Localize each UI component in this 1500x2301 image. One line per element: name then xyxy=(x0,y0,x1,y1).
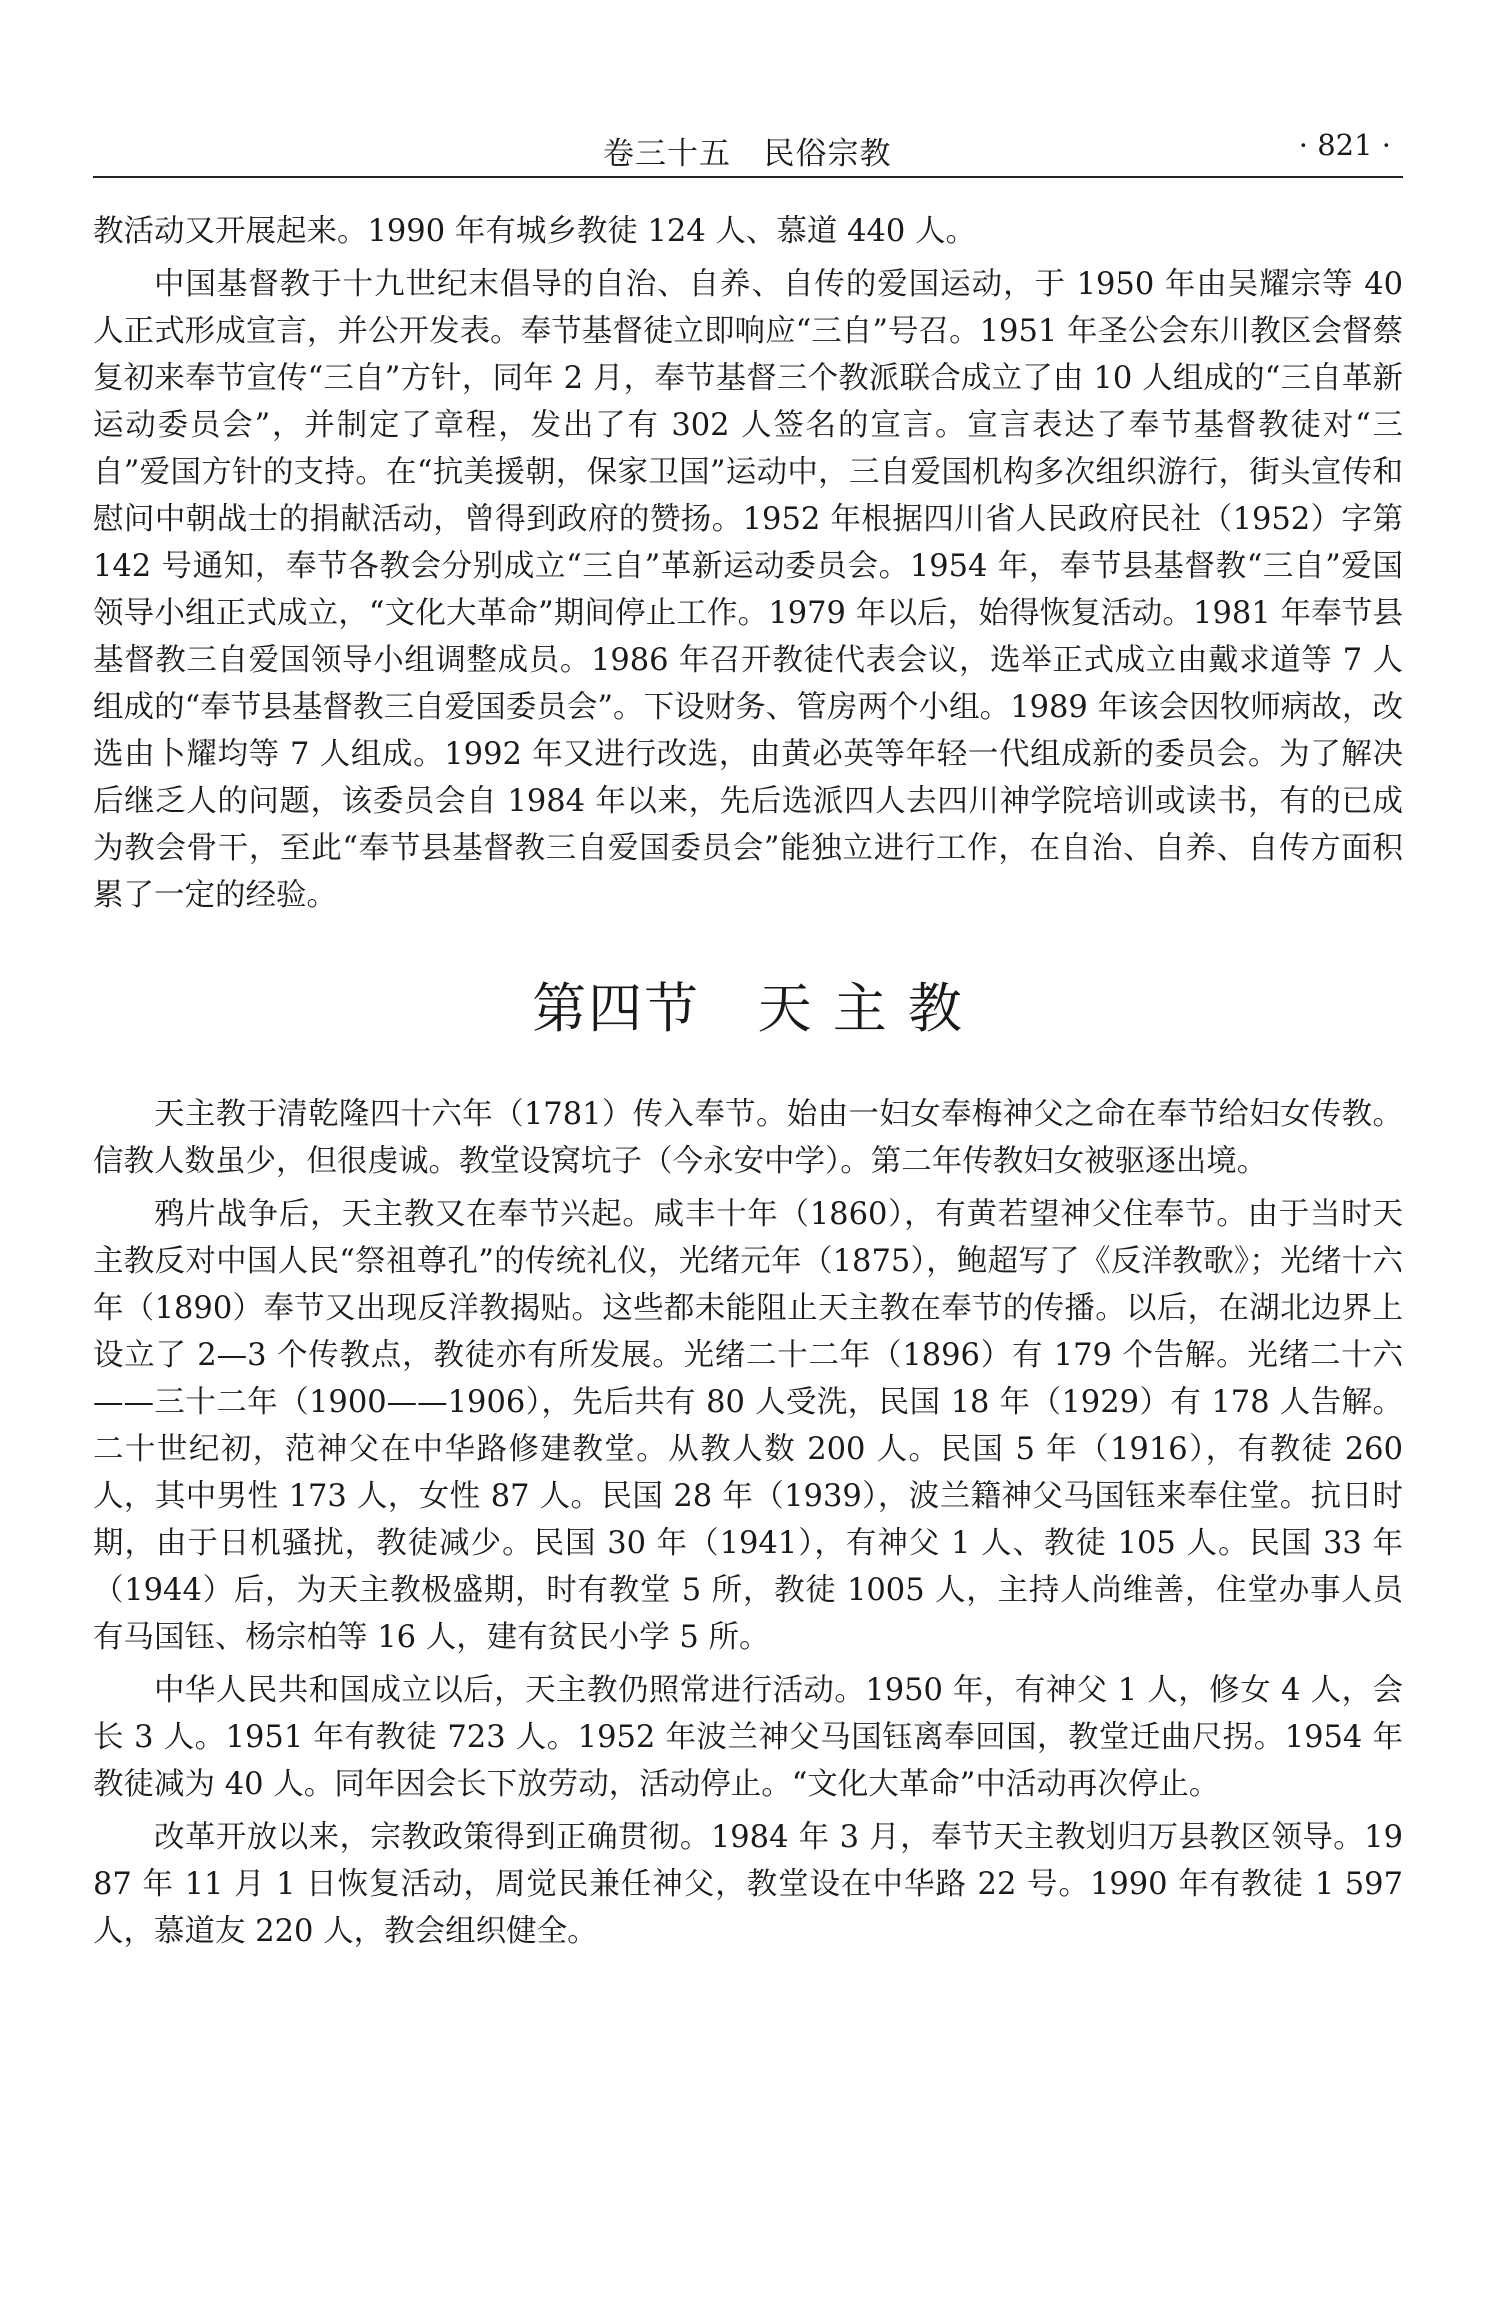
page-body xyxy=(93,208,1403,1955)
paragraph-catholic-history: 鸦片战争后，天主教又在奉节兴起。咸丰十年（1860），有黄若望神父住奉节。由于当时天主教反对中国人民“祭祖尊孔”的传统礼仪，光绪元年（1875），鲍超写了《反洋教歌》；光绪十六年（1890）奉节又出现反洋教揭贴。这些都未能阻止天主教在奉节的传播。以后，在湖北边界上设立了 2—3 个传教点，教徒亦有所发展。光绪二十二年（1896）有 179 个告解。光绪二十六——三十二年（1900——1906），先后共有 80 人受洗，民国 18 年（1929）有 178 人告解。二十世纪初，范神父在中华路修建教堂。从教人数 200 人。民国 5 年（1916），有教徒 260 人，其中男性 173 人，女性 87 人。民国 28 年（1939），波兰籍神父马国钰来奉住堂。抗日时期，由于日机骚扰，教徒减少。民国 30 年（1941），有神父 1 人、教徒 105 人。民国 33 年（1944）后，为天主教极盛期，时有教堂 5 所，教徒 1005 人，主持人尚维善，住堂办事人员有马国钰、杨宗柏等 16 人，建有贫民小学 5 所。 xyxy=(93,1197,1403,1655)
paragraph-catholic-origin: 天主教于清乾隆四十六年（1781）传入奉节。始由一妇女奉梅神父之命在奉节给妇女传教。信教人数虽少，但很虔诚。教堂设窝坑子（今永安中学）。第二年传教妇女被驱逐出境。 xyxy=(93,1097,1403,1179)
paragraph-protestant-three-self: 中国基督教于十九世纪末倡导的自治、自养、自传的爱国运动，于 1950 年由吴耀宗等 40 人正式形成宣言，并公开发表。奉节基督徒立即响应“三自”号召。1951 年圣公会东川教区会督蔡复初来奉节宣传“三自”方针，同年 2 月，奉节基督三个教派联合成立了由 10 人组成的“三自革新运动委员会”，并制定了章程，发出了有 302 人签名的宣言。宣言表达了奉节基督教徒对“三自”爱国方针的支持。在“抗美援朝，保家卫国”运动中，三自爱国机构多次组织游行，街头宣传和慰问中朝战士的捐献活动，曾得到政府的赞扬。1952 年根据四川省人民政府民社（1952）字第 142 号通知，奉节各教会分别成立“三自”革新运动委员会。1954 年，奉节县基督教“三自”爱国领导小组正式成立，“文化大革命”期间停止工作。1979 年以后，始得恢复活动。1981 年奉节县基督教三自爱国领导小组调整成员。1986 年召开教徒代表会议，选举正式成立由戴求道等 7 人组成的“奉节县基督教三自爱国委员会”。下设财务、管房两个小组。1989 年该会因牧师病故，改选由卜耀均等 7 人组成。1992 年又进行改选，由黄必英等年轻一代组成新的委员会。为了解决后继乏人的问题，该委员会自 1984 年以来，先后选派四人去四川神学院培训或读书，有的已成为教会骨干，至此“奉节县基督教三自爱国委员会”能独立进行工作，在自治、自养、自传方面积累了一定的经验。 xyxy=(93,267,1403,913)
section-heading: 第四节 天 主 教 xyxy=(532,977,964,1040)
paragraph-catholic-prc: 中华人民共和国成立以后，天主教仍照常进行活动。1950 年，有神父 1 人，修女 4 人，会长 3 人。1951 年有教徒 723 人。1952 年波兰神父马国钰离奉回国，教堂迁曲尺拐。1954 年教徒减为 40 人。同年因会长下放劳动，活动停止。“文化大革命”中活动再次停止。 xyxy=(93,1673,1403,1802)
running-title: 卷三十五 民俗宗教 xyxy=(603,136,892,172)
paragraph-catholic-reform: 改革开放以来，宗教政策得到正确贯彻。1984 年 3 月，奉节天主教划归万县教区领导。1987 年 11 月 1 日恢复活动，周觉民兼任神父，教堂设在中华路 22 号。1990 年有教徒 1 597 人，慕道友 220 人，教会组织健全。 xyxy=(93,1820,1403,1949)
running-header xyxy=(93,128,1403,178)
page-number: · 821 · xyxy=(1298,128,1391,162)
paragraph-continued: 教活动又开展起来。1990 年有城乡教徒 124 人、慕道 440 人。 xyxy=(93,214,977,249)
book-page xyxy=(93,128,1403,1955)
